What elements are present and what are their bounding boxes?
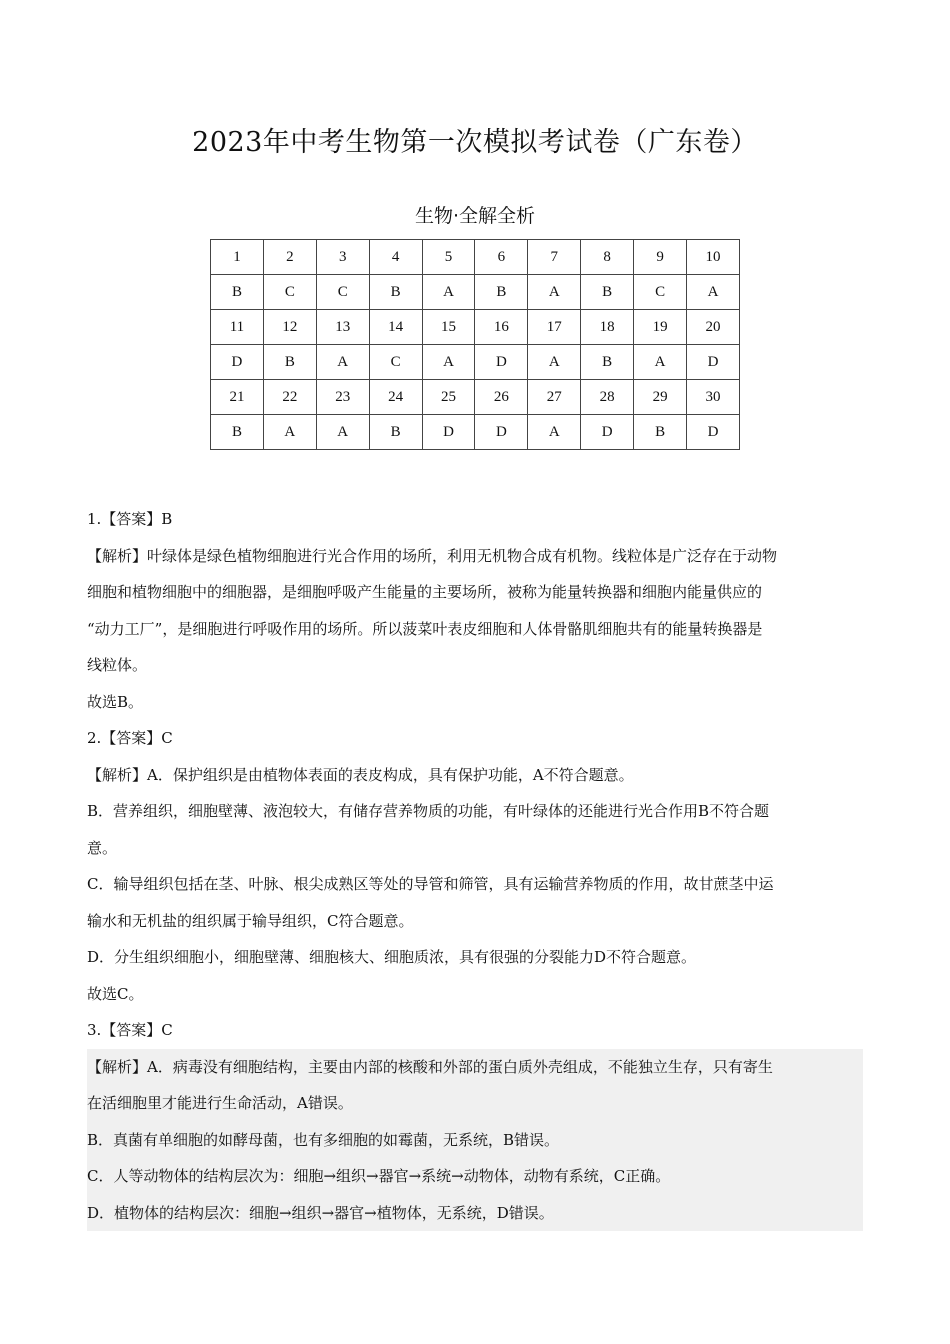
answer-cell: A — [687, 275, 740, 310]
question-number-cell: 30 — [687, 380, 740, 415]
question-number-cell: 12 — [263, 310, 316, 345]
question-number-cell: 20 — [687, 310, 740, 345]
explanation-line: C．人等动物体的结构层次为：细胞→组织→器官→系统→动物体，动物有系统，C正确。 — [87, 1167, 671, 1185]
question-number-cell: 4 — [369, 240, 422, 275]
explanation-line: 【解析】叶绿体是绿色植物细胞进行光合作用的场所，利用无机物合成有机物。线粒体是广泛存在于动物 — [87, 546, 778, 565]
table-row — [211, 240, 740, 275]
table-row — [211, 415, 740, 450]
shaded-explanation-block — [87, 1049, 863, 1232]
answer-cell: A — [528, 415, 581, 450]
answer-cell: A — [263, 415, 316, 450]
question-number-cell: 29 — [634, 380, 687, 415]
explanation-line: B．真菌有单细胞的如酵母菌，也有多细胞的如霉菌，无系统，B错误。 — [87, 1130, 560, 1149]
question-number-cell: 21 — [211, 380, 264, 415]
answer-cell: A — [316, 345, 369, 380]
answer-cell: C — [316, 275, 369, 310]
answer-cell: B — [369, 415, 422, 450]
answer-cell: B — [211, 415, 264, 450]
table-row — [211, 380, 740, 415]
explanation-line: 细胞和植物细胞中的细胞器，是细胞呼吸产生能量的主要场所，被称为能量转换器和细胞内能量供应的 — [87, 583, 763, 601]
question-number-cell: 19 — [634, 310, 687, 345]
page-title: 2023年中考生物第一次模拟考试卷（广东卷） — [192, 127, 758, 158]
question-number-cell: 1 — [211, 240, 264, 275]
question-number-cell: 10 — [687, 240, 740, 275]
answer-cell: A — [422, 275, 475, 310]
explanation-line: 线粒体。 — [87, 656, 148, 674]
question-number-cell: 26 — [475, 380, 528, 415]
question-number-cell: 15 — [422, 310, 475, 345]
question-number-cell: 22 — [263, 380, 316, 415]
question-number-cell: 2 — [263, 240, 316, 275]
choice-line: 故选C。 — [87, 984, 144, 1003]
question-number-cell: 27 — [528, 380, 581, 415]
explanation-content — [87, 501, 863, 1231]
explanation-line: B．营养组织，细胞壁薄、液泡较大，有储存营养物质的功能，有叶绿体的还能进行光合作用B不符合题 — [87, 802, 770, 820]
question-number-cell: 17 — [528, 310, 581, 345]
answer-cell: C — [369, 345, 422, 380]
answer-line: 3.【答案】C — [87, 1021, 173, 1039]
explanation-line: D．分生组织细胞小，细胞壁薄、细胞核大、细胞质浓，具有很强的分裂能力D不符合题意。 — [87, 948, 697, 966]
choice-line: 故选B。 — [87, 692, 144, 711]
answer-cell: B — [581, 345, 634, 380]
answer-cell: D — [475, 345, 528, 380]
answer-cell: B — [263, 345, 316, 380]
answer-table — [210, 239, 740, 450]
explanation-line: 在活细胞里才能进行生命活动，A错误。 — [87, 1094, 353, 1112]
answer-cell: A — [634, 345, 687, 380]
question-number-cell: 13 — [316, 310, 369, 345]
answer-cell: C — [634, 275, 687, 310]
answer-cell: C — [263, 275, 316, 310]
answer-cell: D — [687, 345, 740, 380]
table-row — [211, 310, 740, 345]
answer-cell: D — [687, 415, 740, 450]
explanation-line: C．输导组织包括在茎、叶脉、根尖成熟区等处的导管和筛管，具有运输营养物质的作用，故甘蔗茎中运 — [87, 875, 774, 893]
question-number-cell: 24 — [369, 380, 422, 415]
answer-cell: B — [211, 275, 264, 310]
explanation-line: “动力工厂”，是细胞进行呼吸作用的场所。所以菠菜叶表皮细胞和人体骨骼肌细胞共有的能量转换器是 — [87, 619, 763, 638]
answer-cell: A — [422, 345, 475, 380]
answer-cell: B — [581, 275, 634, 310]
answer-cell: A — [528, 345, 581, 380]
answer-cell: D — [581, 415, 634, 450]
answer-line: 1.【答案】B — [87, 510, 173, 528]
answer-cell: D — [475, 415, 528, 450]
explanation-line: D．植物体的结构层次：细胞→组织→器官→植物体，无系统，D错误。 — [87, 1203, 554, 1222]
answer-cell: B — [369, 275, 422, 310]
question-number-cell: 9 — [634, 240, 687, 275]
question-number-cell: 5 — [422, 240, 475, 275]
table-row — [211, 275, 740, 310]
explanation-line: 输水和无机盐的组织属于输导组织，C符合题意。 — [87, 911, 414, 930]
question-number-cell: 25 — [422, 380, 475, 415]
page-subtitle: 生物·全解全析 — [414, 205, 536, 227]
answer-cell: A — [528, 275, 581, 310]
question-number-cell: 28 — [581, 380, 634, 415]
explanation-line: 意。 — [87, 838, 118, 857]
answer-cell: D — [422, 415, 475, 450]
table-row — [211, 345, 740, 380]
answer-cell: B — [475, 275, 528, 310]
question-number-cell: 3 — [316, 240, 369, 275]
answer-cell: A — [316, 415, 369, 450]
question-number-cell: 11 — [211, 310, 264, 345]
question-number-cell: 14 — [369, 310, 422, 345]
explanation-line: 【解析】A．保护组织是由植物体表面的表皮构成，具有保护功能，A不符合题意。 — [87, 765, 634, 784]
question-number-cell: 23 — [316, 380, 369, 415]
question-number-cell: 6 — [475, 240, 528, 275]
explanation-line: 【解析】A．病毒没有细胞结构，主要由内部的核酸和外部的蛋白质外壳组成，不能独立生存，只有寄生 — [87, 1057, 773, 1076]
question-number-cell: 7 — [528, 240, 581, 275]
question-number-cell: 16 — [475, 310, 528, 345]
question-number-cell: 18 — [581, 310, 634, 345]
answer-line: 2.【答案】C — [87, 729, 173, 747]
question-number-cell: 8 — [581, 240, 634, 275]
answer-cell: B — [634, 415, 687, 450]
answer-cell: D — [211, 345, 264, 380]
